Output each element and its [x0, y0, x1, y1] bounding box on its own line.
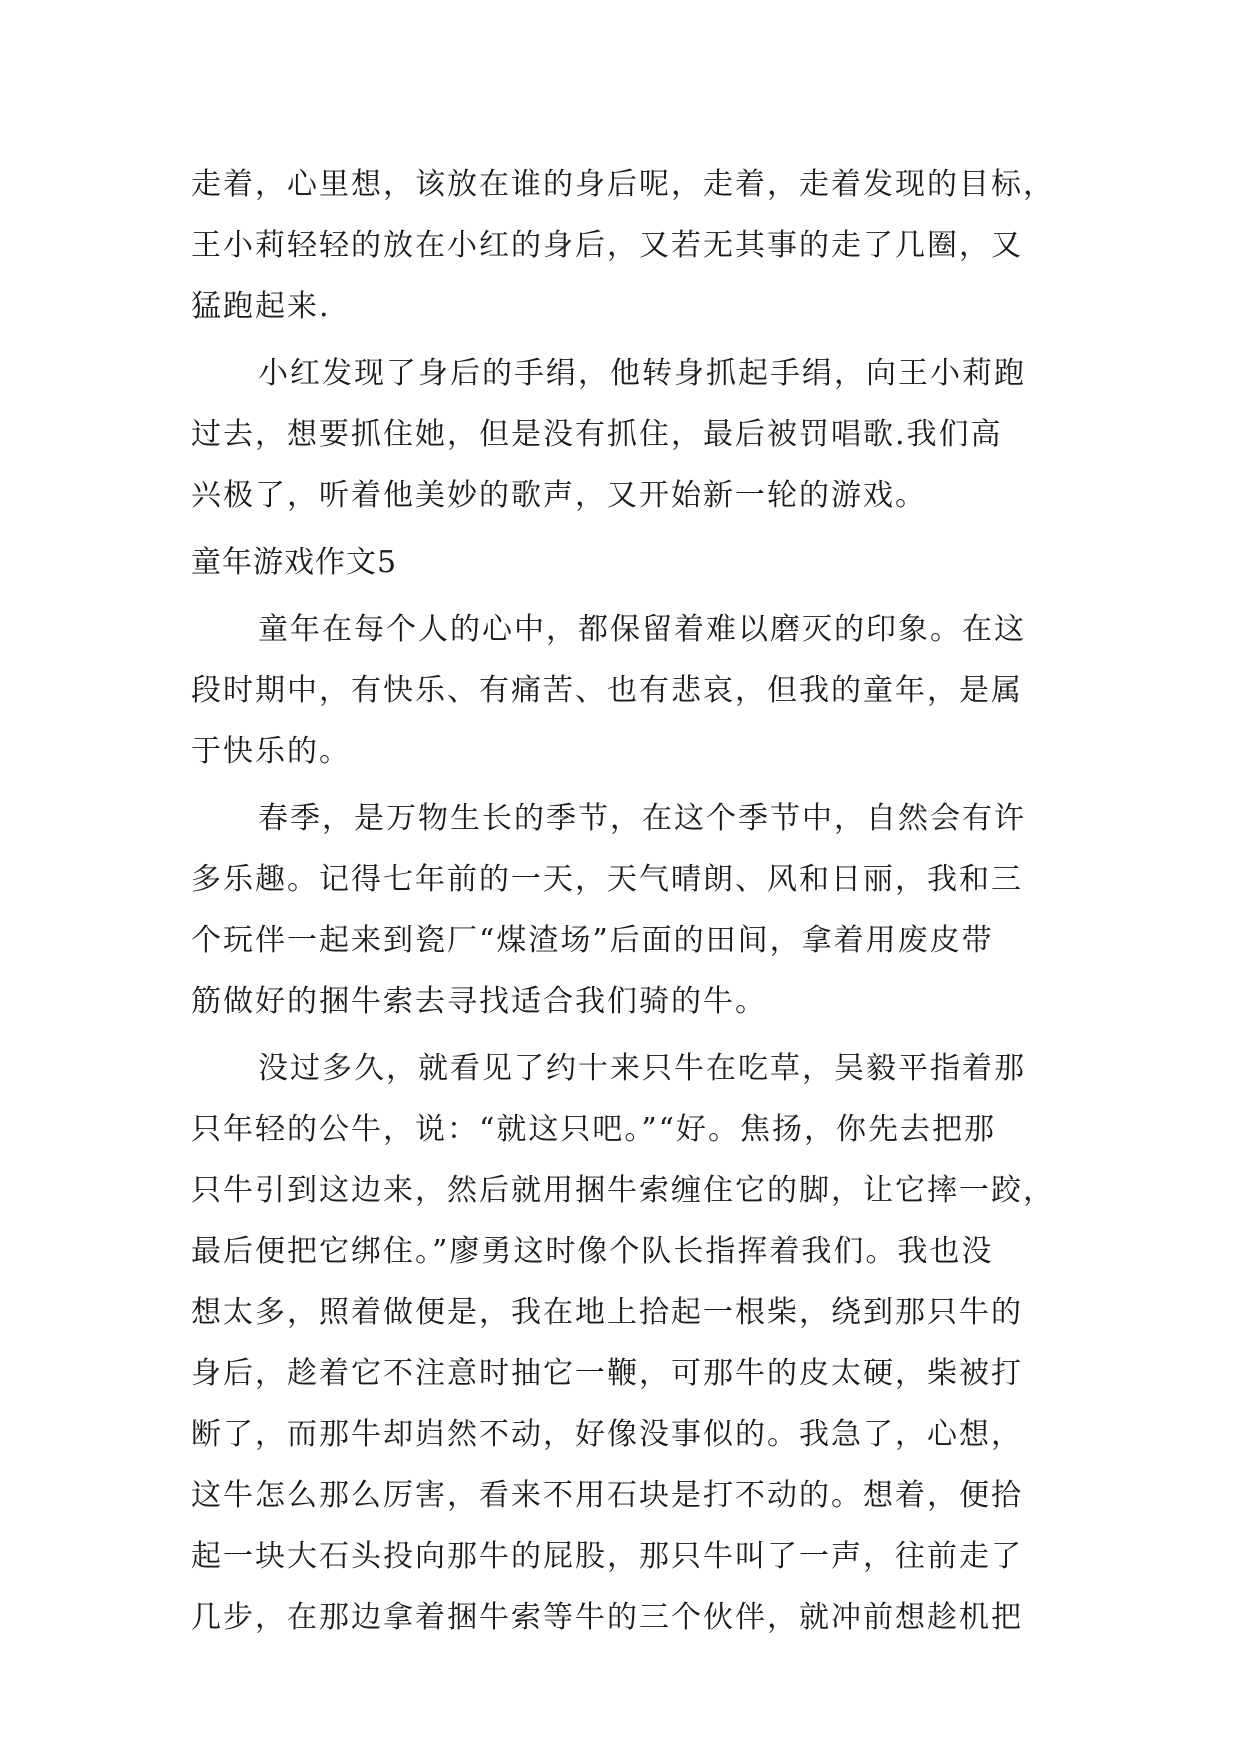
- section-heading: [191, 532, 1051, 593]
- text-line: 童年在每个人的心中，都保留着难以磨灭的印象。在这: [258, 612, 1026, 647]
- text-line: 于快乐的。: [191, 734, 351, 769]
- text-line: 没过多久，就看见了约十来只牛在吃草，吴毅平指着那: [258, 1051, 1026, 1086]
- paragraph-1: [191, 154, 1055, 337]
- text-line: 想太多，照着做便是，我在地上拾起一根柴，绕到那只牛的: [191, 1295, 1023, 1330]
- text-line: 过去，想要抓住她，但是没有抓住，最后被罚唱歌.我们高: [191, 417, 1003, 452]
- text-line: 猛跑起来.: [191, 289, 331, 324]
- text-line: 春季，是万物生长的季节，在这个季节中，自然会有许: [258, 801, 1026, 836]
- text-line: 王小莉轻轻的放在小红的身后，又若无其事的走了几圈，又: [191, 228, 1023, 263]
- paragraph-5: [191, 1038, 1055, 1648]
- text-line: 最后便把它绑住。”廖勇这时像个队长指挥着我们。我也没: [191, 1234, 994, 1269]
- document-body: [191, 154, 1055, 1648]
- text-line: 段时期中，有快乐、有痛苦、也有悲哀，但我的童年，是属: [191, 673, 1023, 708]
- text-line: 几步，在那边拿着捆牛索等牛的三个伙伴，就冲前想趁机把: [191, 1600, 1023, 1635]
- text-line: 这牛怎么那么厉害，看来不用石块是打不动的。想着，便拾: [191, 1478, 1023, 1513]
- text-line: 只牛引到这边来，然后就用捆牛索缠住它的脚，让它摔一跤，: [191, 1173, 1055, 1208]
- text-line: 小红发现了身后的手绢，他转身抓起手绢，向王小莉跑: [258, 356, 1026, 391]
- paragraph-3: [191, 599, 1051, 782]
- text-line: 起一块大石头投向那牛的屁股，那只牛叫了一声，往前走了: [191, 1539, 1023, 1574]
- text-line: 只年轻的公牛，说：“就这只吧。”“好。焦扬，你先去把那: [191, 1112, 997, 1147]
- text-line: 多乐趣。记得七年前的一天，天气晴朗、风和日丽，我和三: [191, 862, 1023, 897]
- section-title: 童年游戏作文5: [191, 545, 398, 580]
- text-line: 筋做好的捆牛索去寻找适合我们骑的牛。: [191, 984, 767, 1019]
- text-line: 兴极了，听着他美妙的歌声，又开始新一轮的游戏。: [191, 478, 927, 513]
- text-line: 个玩伴一起来到瓷厂“煤渣场”后面的田间，拿着用废皮带: [191, 923, 994, 958]
- text-line: 身后，趁着它不注意时抽它一鞭，可那牛的皮太硬，柴被打: [191, 1356, 1023, 1391]
- text-line: 走着，心里想，该放在谁的身后呢，走着，走着发现的目标，: [191, 167, 1055, 202]
- paragraph-2: [191, 343, 1051, 526]
- paragraph-4: [191, 788, 1051, 1032]
- text-line: 断了，而那牛却岿然不动，好像没事似的。我急了，心想，: [191, 1417, 1023, 1452]
